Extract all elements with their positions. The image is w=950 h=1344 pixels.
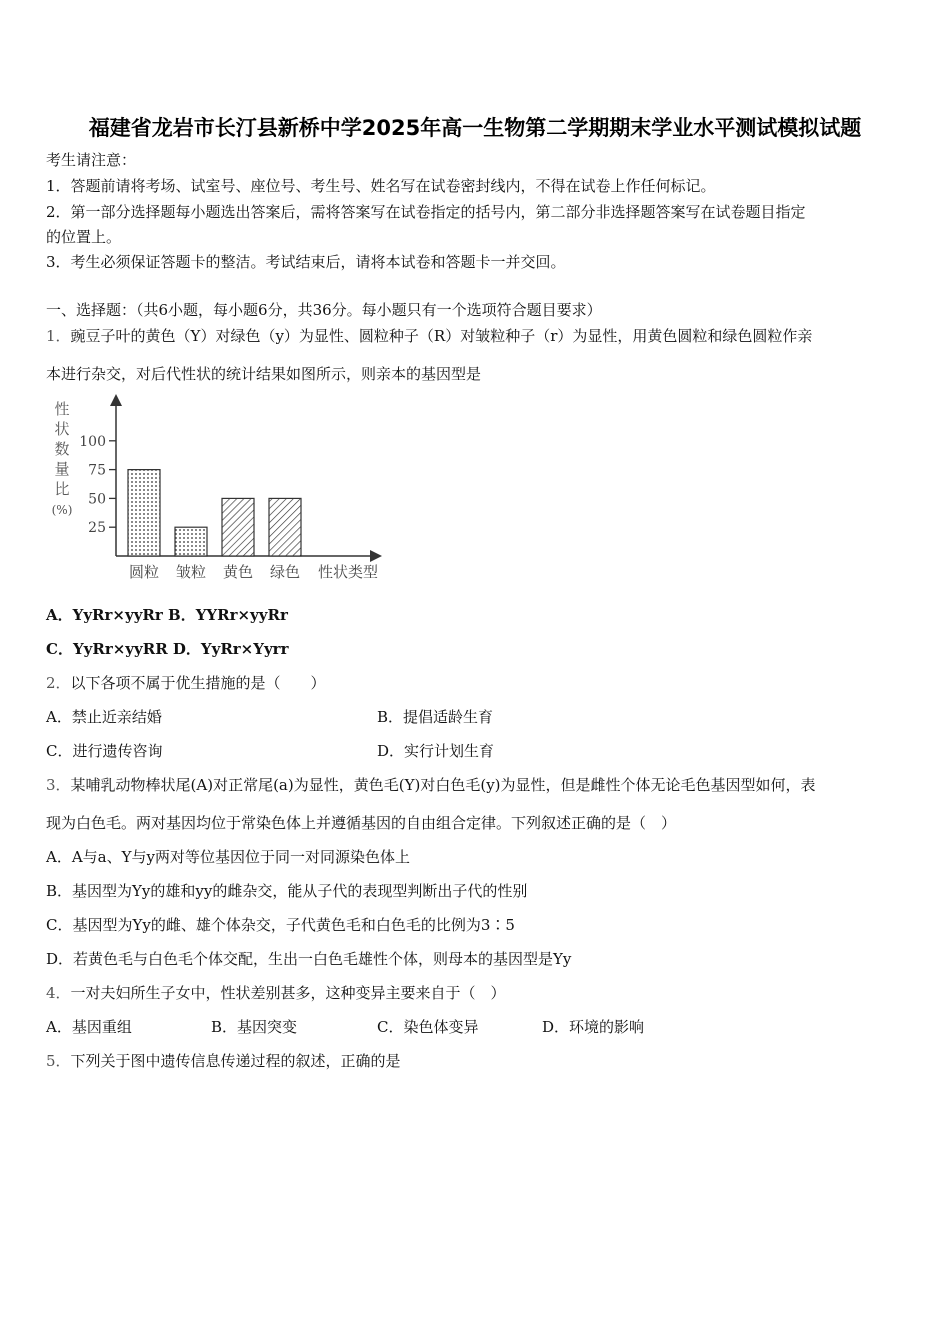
y-tick-label: 100 [79,433,106,450]
x-tick-label: 圆粒 [128,563,160,581]
q2-option-d: D．实行计划生育 [377,742,495,760]
y-label-char: 性 [54,400,70,418]
bar-3 [222,498,254,556]
q4-option-a: A．基因重组 [46,1018,132,1036]
q1-bar-chart [46,392,406,587]
y-label-char: 比 [54,480,70,498]
y-label-char: (%) [51,503,73,517]
x-tick-label: 黄色 [222,563,254,581]
q2-option-c: C．进行遗传咨询 [46,742,163,760]
q2-number: 2． [46,674,71,692]
q4-text: 一对夫妇所生子女中，性状差别甚多，这种变异主要来自于（ ） [70,984,506,1002]
notice-item-3: 3．考生必须保证答题卡的整洁。考试结束后，请将本试卷和答题卡一并交回。 [46,253,566,271]
q4-option-b: B．基因突变 [211,1018,298,1036]
q1-number: 1． [46,327,71,345]
q3-line1 [46,775,816,795]
y-label-char: 状 [54,420,70,438]
notice-item-1: 1．答题前请将考场、试室号、座位号、考生号、姓名写在试卷密封线内，不得在试卷上作任何标记。 [46,177,716,195]
q5-line [46,1051,401,1071]
bar-1 [128,470,160,556]
notice-item-2-cont: 的位置上。 [46,228,122,246]
notice-heading: 考生请注意： [46,151,137,169]
page-title: 福建省龙岩市长汀县新桥中学2025年高一生物第二学期期末学业水平测试模拟试题 [88,116,862,140]
x-axis-label: 性状类型 [318,563,379,581]
bar-2 [175,527,207,556]
q1-options-ab: A．YyRr×yyRr B．YYRr×yyRr [46,606,288,624]
q4-number: 4． [46,984,71,1002]
q2-text: 以下各项不属于优生措施的是（ ） [70,674,326,692]
x-tick-label: 绿色 [269,563,301,581]
q3-line2: 现为白色毛。两对基因均位于常染色体上并遵循基因的自由组合定律。下列叙述正确的是（ ） [46,814,677,832]
y-tick-label: 50 [88,491,106,508]
bar-4 [269,498,301,556]
y-tick-label: 75 [88,462,106,479]
q5-number: 5． [46,1052,71,1070]
q2-option-b: B．提倡适龄生育 [377,708,494,726]
q3-option-c: C．基因型为Yy的雌、雄个体杂交，子代黄色毛和白色毛的比例为3∶5 [46,916,515,934]
q3-number: 3． [46,776,71,794]
x-tick-label: 皱粒 [175,563,207,581]
q3-option-d: D．若黄色毛与白色毛个体交配，生出一白色毛雄性个体，则母本的基因型是Yy [46,950,572,968]
q1-text-1: 豌豆子叶的黄色（Y）对绿色（y）为显性、圆粒种子（R）对皱粒种子（r）为显性，用黄色圆粒和绿色圆粒作亲 [70,327,813,345]
q2-line [46,673,326,693]
q1-options-cd: C．YyRr×yyRR D．YyRr×Yyrr [46,640,289,658]
y-axis-label [52,400,73,517]
q1-line1 [46,326,812,346]
notice-item-2: 2．第一部分选择题每小题选出答案后，需将答案写在试卷指定的括号内，第二部分非选择题答案写在试卷题目指定 [46,203,806,221]
q5-text: 下列关于图中遗传信息传递过程的叙述，正确的是 [70,1052,401,1070]
q4-line [46,983,506,1003]
q2-option-a: A．禁止近亲结婚 [46,708,162,726]
q4-option-c: C．染色体变异 [377,1018,479,1036]
q3-option-a: A．A与a、Y与y两对等位基因位于同一对同源染色体上 [46,848,410,866]
y-label-char: 数 [54,440,70,458]
y-label-char: 量 [54,460,70,478]
q1-line2: 本进行杂交，对后代性状的统计结果如图所示，则亲本的基因型是 [46,365,482,383]
q4-option-d: D．环境的影响 [542,1018,645,1036]
q3-option-b: B．基因型为Yy的雄和yy的雌杂交，能从子代的表现型判断出子代的性别 [46,882,528,900]
y-tick-label: 25 [88,520,106,537]
section-heading: 一、选择题：（共6小题，每小题6分，共36分。每小题只有一个选项符合题目要求） [46,301,602,319]
q3-text-1: 某哺乳动物棒状尾(A)对正常尾(a)为显性，黄色毛(Y)对白色毛(y)为显性，但是雌性个体无论毛色基因型如何，表 [70,776,816,794]
